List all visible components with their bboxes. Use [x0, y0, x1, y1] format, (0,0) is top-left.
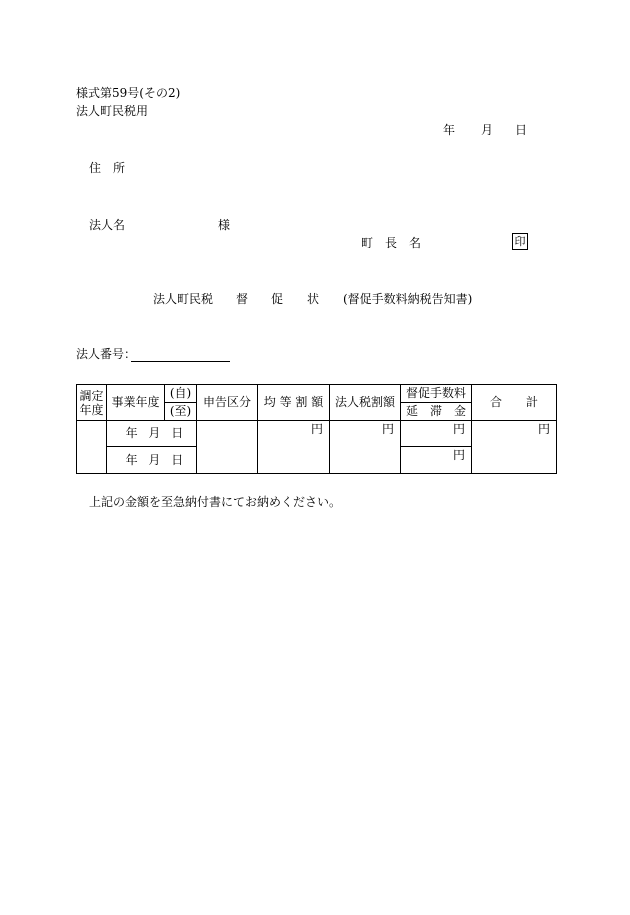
cell-date-to: 年月日 [107, 447, 197, 474]
address-label: 住 所 [89, 161, 126, 175]
header-choutei: 調定 年度 [77, 385, 107, 421]
corp-name-label: 法人名 [89, 218, 126, 232]
date-month: 月 [481, 123, 494, 137]
header-tesuuryou: 督促手数料 [401, 385, 472, 403]
corp-number-label: 法人番号： [76, 347, 137, 361]
header-from: (自) [165, 385, 197, 403]
sama-label: 様 [218, 218, 231, 232]
header-to: (至) [165, 403, 197, 421]
header-houjinzei: 法人税割額 [330, 385, 401, 421]
header-shinkoku: 申告区分 [197, 385, 258, 421]
header-goukei: 合 計 [472, 385, 557, 421]
cell-date-from: 年月日 [107, 421, 197, 447]
cell-houjin-yen: 円 [330, 421, 401, 474]
title-char-1: 督 [236, 292, 249, 306]
title-char-2: 促 [271, 292, 284, 306]
title-sub: (督促手数料納税告知書) [343, 292, 473, 306]
header-jigyou: 事業年度 [107, 385, 165, 421]
cell-choutei-value [77, 421, 107, 474]
cell-tesuu-yen: 円 [401, 421, 472, 447]
form-use: 法人町民税用 [76, 104, 149, 118]
form-number: 様式第59号(その2) [76, 86, 181, 100]
date-day: 日 [515, 123, 528, 137]
title-char-3: 状 [307, 292, 320, 306]
cell-entai-yen: 円 [401, 447, 472, 474]
seal-mark: 印 [512, 233, 528, 250]
corp-number-line [131, 361, 230, 362]
header-kintou: 均 等 割 額 [258, 385, 330, 421]
cell-goukei-yen: 円 [472, 421, 557, 474]
title-tax: 法人町民税 [153, 292, 214, 306]
tax-table [76, 384, 557, 474]
mayor-label: 町 長 名 [361, 236, 422, 250]
note-text: 上記の金額を至急納付書にてお納めください。 [89, 495, 342, 509]
date-year: 年 [443, 123, 456, 137]
cell-kintou-yen: 円 [258, 421, 330, 474]
cell-shinkoku-value [197, 421, 258, 474]
header-entai: 延 滞 金 [401, 403, 472, 421]
